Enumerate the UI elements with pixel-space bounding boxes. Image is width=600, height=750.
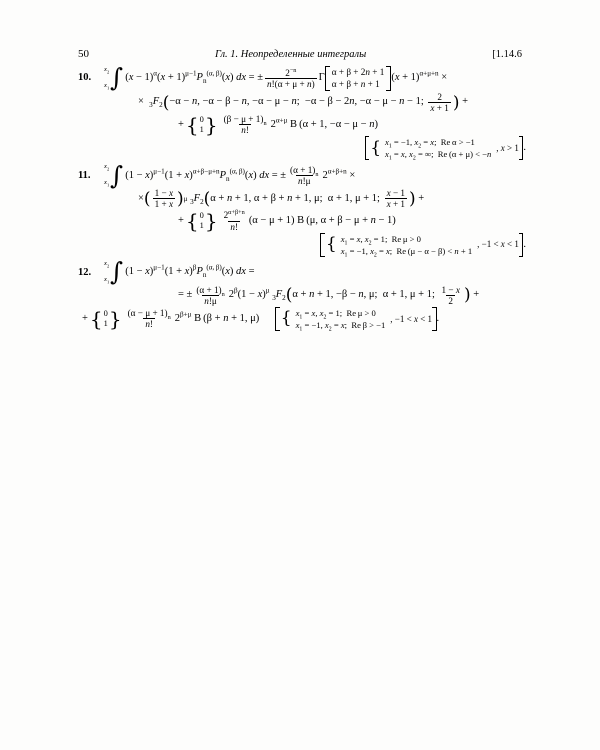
- fraction-numerator: 2: [437, 91, 442, 102]
- integral-sign: [104, 63, 124, 93]
- fraction-denominator: x + 1: [386, 199, 406, 210]
- selector-value-1: 1: [103, 318, 108, 328]
- brace-right: }: [204, 209, 218, 234]
- ratio-fraction: [153, 188, 175, 209]
- gamma-rows: [330, 66, 387, 91]
- trailing-factor: $(x + 1)^{\alpha+\mu+n}$ ×: [391, 69, 448, 84]
- fraction-numerator: $(\alpha + 1)_n$: [290, 165, 319, 178]
- brace-left: {: [370, 137, 382, 158]
- formula-10-conditions: [104, 136, 526, 163]
- brace-left: {: [325, 234, 337, 255]
- beta-term: $2^{\alpha+\mu}$ B (α + 1, −α − μ − n): [270, 116, 378, 130]
- fraction-denominator: x + 1: [430, 102, 449, 113]
- formula-10-line-2: [104, 92, 526, 113]
- condition-block: [320, 233, 523, 257]
- pochhammer-fraction: [222, 114, 269, 135]
- formula-number-10: 10.: [78, 72, 92, 83]
- fraction-numerator: 1 − x: [154, 188, 174, 199]
- zero-one-selector: [185, 209, 218, 234]
- paren-close: ): [463, 285, 471, 306]
- condition-row-1: $x_1 = x$, $x_2 = 1$; Re μ > 0: [295, 307, 376, 321]
- integral-lower-limit: $x_1$: [104, 81, 110, 91]
- formula-11-conditions: [104, 233, 526, 257]
- brace-left: {: [89, 306, 103, 331]
- fraction-numerator: $(\alpha + 1)_n$: [196, 284, 225, 298]
- formula-10-line-3: [104, 114, 526, 135]
- hypergeometric-argument: [428, 92, 450, 113]
- condition-block: [275, 307, 436, 331]
- fraction-denominator: n!μ: [297, 176, 311, 187]
- pochhammer-fraction: [126, 308, 173, 329]
- hypergeometric-argument: [440, 285, 462, 306]
- formula-12-line-1: [104, 257, 526, 287]
- paren-close: ): [452, 92, 460, 113]
- integrand-expression: $(1 - x)^{\mu-1}(1 + x)^\beta P_n^{(\alpha, \beta)}(x)$ dx =: [125, 263, 255, 280]
- integral-limits: [104, 164, 109, 187]
- formula-11-line-3: [104, 209, 526, 234]
- condition-rows: [338, 233, 475, 257]
- fraction-denominator: n!: [145, 319, 153, 330]
- brace-right: }: [204, 112, 218, 137]
- formula-item-12: [78, 257, 526, 333]
- bracket-left: [320, 233, 325, 257]
- condition-trailing: , −1 < x < 1: [390, 313, 433, 324]
- condition-block: [365, 136, 524, 163]
- formula-12-line-3: [82, 307, 526, 331]
- times-sign: ×: [138, 192, 144, 204]
- section-reference: [1.14.6: [492, 49, 522, 60]
- running-head: Гл. 1. Неопределенные интегралы: [215, 49, 367, 60]
- paren-open-2: (: [203, 189, 211, 209]
- hypergeometric-parameters: −α − n, −α − β − n, −α − μ − n; −α − β − 2n, −α − μ − n − 1;: [169, 96, 427, 108]
- brace-left: {: [185, 112, 199, 137]
- page-number: 50: [78, 48, 89, 60]
- condition-row-1: $x_1 = x$, $x_2 = 1$; Re μ > 0: [340, 233, 421, 247]
- equals-plusminus: = ±: [178, 289, 193, 301]
- formula-item-11: [78, 160, 526, 259]
- condition-row-2: $x_1 = -1$, $x_2 = x$; Re β > −1: [295, 319, 386, 333]
- paren-open: (: [143, 189, 151, 209]
- formula-11-line-2: × ( $\frac{1 - x}{1 + x}$ ) μ $_3F_2$ ( α + n + 1, α + β + n + 1, μ; α + 1, μ + 1; $\frac{x - 1}{x + 1}$ ) +: [138, 188, 425, 210]
- condition-row-1: $x_1 = -1$, $x_2 = x$; Re α > −1: [385, 137, 475, 150]
- integral-limits: [104, 261, 109, 284]
- integral-limits: [104, 67, 109, 90]
- fraction-denominator: 2: [448, 295, 454, 306]
- integral-glyph: ∫: [110, 257, 124, 287]
- zero-one-selector: [185, 112, 218, 137]
- integral-sign: [104, 257, 124, 287]
- formula-body-10: [104, 63, 526, 163]
- selector-value-0: 0: [103, 308, 108, 318]
- selector-value-0: 0: [199, 114, 204, 124]
- fraction-numerator: 1 − x: [441, 284, 460, 295]
- condition-rows: [293, 307, 389, 331]
- integral-sign: [104, 160, 124, 190]
- plus-sign: +: [470, 289, 480, 301]
- prefactor-fraction: [265, 68, 317, 89]
- prefactor-fraction: [288, 165, 320, 186]
- integral-upper-limit: $x_2$: [104, 163, 110, 172]
- beta-term: $2^{\beta+\mu}$ B (β + n + 1, μ): [174, 310, 260, 324]
- hypergeometric-parameters: α + n + 1, α + β + n + 1, μ; α + 1, μ + 1;: [210, 192, 383, 204]
- condition-trailing: , x > 1: [496, 143, 519, 154]
- brace-left: {: [280, 308, 292, 329]
- selector-values: [200, 211, 204, 231]
- formula-12-line-2: [104, 285, 526, 306]
- formula-list: [78, 63, 526, 335]
- integral-lower-limit: $x_1$: [104, 275, 110, 284]
- power-factor: $2^\beta(1 - x)^\mu$ $_3F_2$: [228, 286, 286, 303]
- selector-value-0: 0: [199, 210, 204, 220]
- bracket-left: [275, 307, 280, 331]
- plus-sign: +: [415, 192, 425, 204]
- formula-body-11: [104, 160, 526, 259]
- condition-row-2: $x_1 = x$, $x_2$ = ∞; Re (α + μ) < −n: [385, 149, 492, 163]
- integral-glyph: ∫: [110, 63, 124, 93]
- fraction-denominator: 1 + x: [154, 199, 174, 210]
- selector-values: [200, 115, 204, 135]
- condition-row-2: $x_1 = -1$, $x_2 = x$; Re (μ − α − β) < n + 1: [340, 245, 473, 259]
- integrand-expression: $(1 - x)^{\mu-1}(1 + x)^{\alpha+\beta-\mu+n}P_n^{(\alpha, \beta)}(x)$ dx = ±: [125, 167, 287, 183]
- fraction-denominator: n!: [241, 125, 249, 136]
- power-fraction: [222, 210, 247, 231]
- hypergeometric-argument: [385, 188, 407, 209]
- bracket-left: [365, 136, 370, 160]
- plus-sign: +: [178, 214, 184, 226]
- plus-sign: +: [82, 312, 88, 324]
- formula-number-12: 12.: [78, 266, 92, 278]
- fraction-denominator: n!(α + μ + n): [266, 78, 315, 89]
- integral-upper-limit: $x_2$: [104, 66, 110, 75]
- fraction-numerator: $(\beta - \mu + 1)_n$: [223, 114, 267, 127]
- formula-item-10: [78, 63, 526, 163]
- selector-value-1: 1: [199, 221, 204, 231]
- zero-one-selector: [89, 306, 122, 331]
- prefactor-fraction: [194, 285, 226, 306]
- beta-term: (α − μ + 1) B (μ, α + β − μ + n − 1): [248, 214, 396, 226]
- integrand-expression: $(x - 1)^\alpha(x + 1)^{\mu-1}P_n^{(\alpha, \beta)}(x)$ dx = ±: [125, 69, 263, 86]
- hypergeometric-parameters: α + n + 1, −β − n, μ; α + 1, μ + 1;: [292, 289, 438, 301]
- formula-11-line-1: [104, 160, 526, 190]
- formula-10-line-1: [104, 63, 526, 93]
- period: .: [523, 238, 526, 250]
- gamma-argument-matrix: [325, 66, 392, 91]
- paren-close-2: ): [409, 189, 416, 209]
- formula-number-11: 11.: [78, 170, 91, 182]
- power-factor: $2^{\alpha+\beta+n}$ ×: [322, 167, 356, 181]
- gamma-row-2: α + β + n + 1: [331, 79, 380, 90]
- integral-upper-limit: $x_2$: [104, 259, 110, 268]
- fraction-numerator: $2^{\alpha+\beta+n}$: [223, 209, 245, 221]
- plus-sign: +: [459, 96, 469, 108]
- fraction-numerator: x − 1: [386, 188, 406, 199]
- fraction-denominator: n!μ: [204, 295, 217, 306]
- paren-close: ): [177, 189, 184, 209]
- fraction-numerator: $2^{-n}$: [285, 66, 297, 78]
- integral-glyph: ∫: [110, 160, 124, 190]
- period: .: [523, 142, 526, 154]
- hypergeometric-symbol: × $_3F_2$: [138, 96, 163, 110]
- selector-values: [104, 309, 108, 329]
- paren-open: (: [162, 92, 170, 113]
- brace-left: {: [185, 209, 199, 234]
- gamma-symbol: Γ: [318, 72, 325, 84]
- integral-lower-limit: $x_1$: [104, 179, 110, 188]
- page-header: [78, 48, 522, 60]
- condition-trailing: , −1 < x < 1: [477, 239, 519, 250]
- hypergeometric-symbol: $_3F_2$: [190, 192, 204, 206]
- fraction-denominator: n!: [230, 221, 239, 232]
- gamma-row-1: α + β + 2n + 1: [331, 67, 385, 77]
- paren-open: (: [285, 285, 293, 306]
- selector-value-1: 1: [199, 124, 204, 134]
- condition-rows: [382, 136, 494, 163]
- fraction-numerator: $(\alpha - \mu + 1)_n$: [127, 308, 171, 321]
- period: .: [436, 312, 440, 324]
- brace-right: }: [108, 306, 122, 331]
- plus-sign: +: [178, 118, 184, 130]
